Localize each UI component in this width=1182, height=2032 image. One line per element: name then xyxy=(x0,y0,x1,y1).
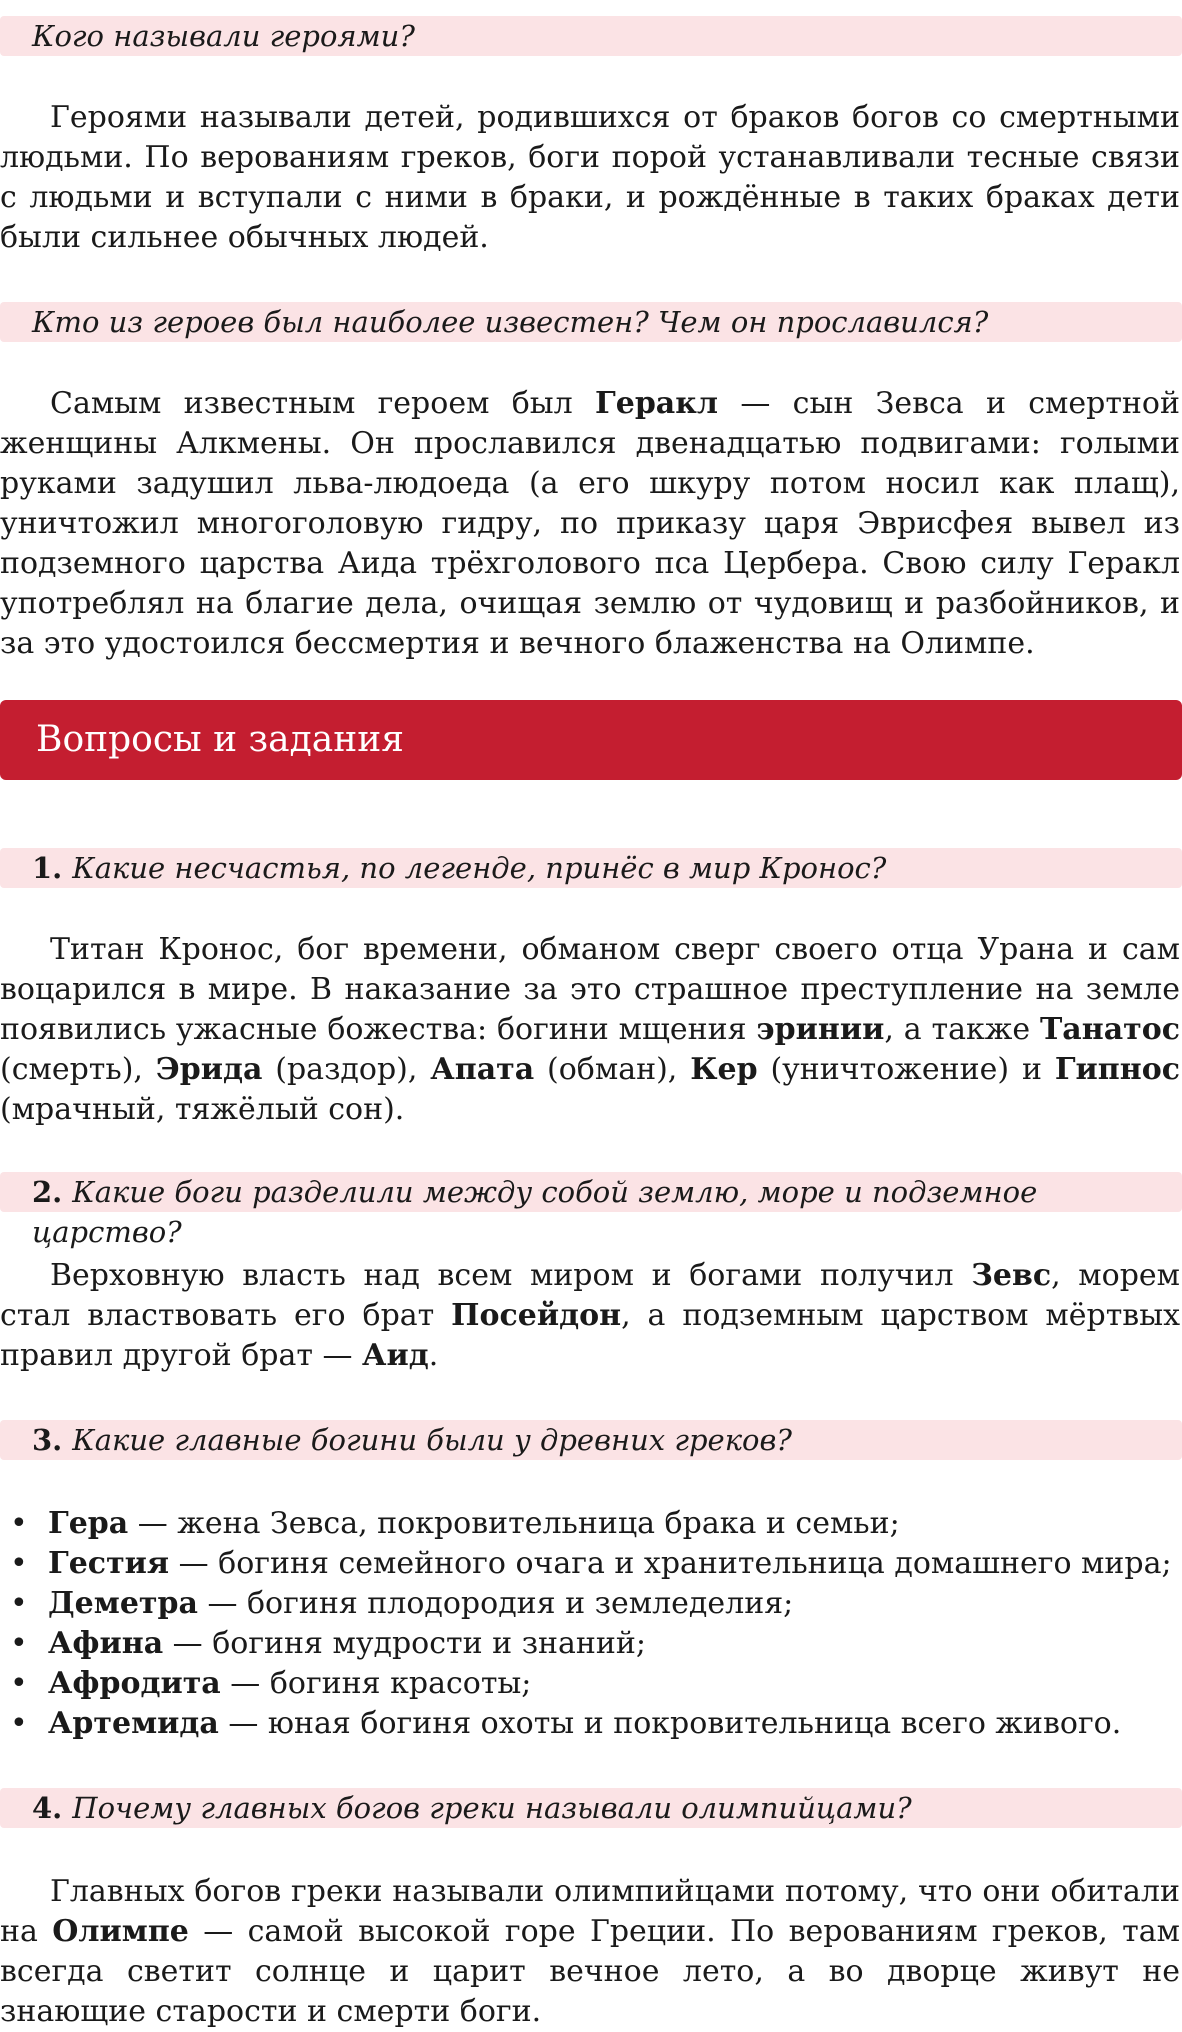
term: Деметра xyxy=(48,1586,198,1621)
bullet: • xyxy=(10,1626,28,1661)
term: Гестия xyxy=(48,1546,170,1581)
item-text: — богиня красоты; xyxy=(220,1666,532,1701)
term: эринии xyxy=(756,1012,885,1047)
term: Олимпе xyxy=(52,1914,189,1949)
question-text: Какие главные богини были у древних греков? xyxy=(72,1423,792,1457)
term: Танатос xyxy=(1039,1012,1180,1047)
answer-text: Героями называли детей, родившихся от браков богов со смертными людьми. По верованиям греков, боги порой устанавливали тесные связи с людьми и вступали с ними в браки, и рождённые в таких браках дети были сильнее обычных людей. xyxy=(0,100,1180,255)
answer-text: (мрачный, тяжёлый сон). xyxy=(0,1092,405,1127)
item-text: — богиня семейного очага и хранительница домашнего мира; xyxy=(169,1546,1172,1581)
answer-text: (смерть), xyxy=(0,1052,156,1087)
answer-text: Самым известным героем был xyxy=(50,386,596,421)
term-heracles: Геракл xyxy=(595,386,719,421)
bullet: • xyxy=(10,1506,28,1541)
question-famous-hero xyxy=(0,302,1182,342)
question-heroes xyxy=(0,16,1182,56)
question-2 xyxy=(0,1172,1182,1249)
term: Зевс xyxy=(971,1258,1052,1293)
term: Кер xyxy=(690,1052,758,1087)
term: Афродита xyxy=(48,1666,221,1701)
question-number: 1. xyxy=(32,851,63,885)
question-number: 3. xyxy=(32,1423,63,1457)
answer-text: — самой высокой горе Греции. По верованиям греков, там всегда светит солнце и царит вечное лето, а во дворце живут не знающие старости и смерти боги. xyxy=(0,1914,1180,2029)
answer-text: — сын Зевса и смертной женщины Алкмены. Он прославился двенадцатью подвигами: голыми руками задушил льва-людоеда (а его шкуру потом носил как плащ), уничтожил многоголовую гидру, по приказу царя Эврисфея вывел из подземного царства Аида трёхголового пса Цербера. Свою силу Геракл употреблял на благие дела, очищая землю от чудовищ и разбойников, и за это удостоился бессмертия и вечного блаженства на Олимпе. xyxy=(0,386,1180,661)
term: Посейдон xyxy=(451,1298,622,1333)
answer-text: . xyxy=(428,1338,439,1373)
question-3 xyxy=(0,1420,1182,1460)
answer-text: , а подземным царством мёртвых правил другой брат — xyxy=(0,1298,1180,1373)
section-header xyxy=(0,700,1182,780)
list-item xyxy=(0,1704,1182,1744)
bullet: • xyxy=(10,1586,28,1621)
question-text: Какие боги разделили между собой землю, море и подземное царство? xyxy=(32,1175,1038,1249)
list-item xyxy=(0,1624,1182,1664)
item-text: — богиня мудрости и знаний; xyxy=(163,1626,647,1661)
item-text: — богиня плодородия и земледелия; xyxy=(197,1586,794,1621)
list-item xyxy=(0,1664,1182,1704)
answer-heroes xyxy=(0,98,1182,258)
answer-1 xyxy=(0,930,1182,1130)
term: Эрида xyxy=(155,1052,263,1087)
answer-text: (раздор), xyxy=(262,1052,431,1087)
term: Гера xyxy=(48,1506,129,1541)
answer-2 xyxy=(0,1256,1182,1376)
question-text: Кто из героев был наиболее известен? Чем он прославился? xyxy=(32,305,989,339)
answer-famous-hero xyxy=(0,384,1182,664)
bullet: • xyxy=(10,1706,28,1741)
section-title: Вопросы и задания xyxy=(36,719,404,760)
question-1 xyxy=(0,848,1182,888)
term: Артемида xyxy=(48,1706,219,1741)
answer-text: Верховную власть над всем миром и богами получил xyxy=(50,1258,972,1293)
list-item xyxy=(0,1544,1182,1584)
answer-text: Титан Кронос, бог времени, обманом сверг своего отца Урана и сам воцарился в мире. В наказание за это страшное преступление на земле появились ужасные божества: богини мщения xyxy=(0,932,1180,1047)
answer-text: Главных богов греки называли олимпийцами потому, что они обитали на xyxy=(0,1874,1180,1949)
question-number: 4. xyxy=(32,1791,63,1825)
bullet: • xyxy=(10,1666,28,1701)
question-4 xyxy=(0,1788,1182,1828)
question-number: 2. xyxy=(32,1175,63,1209)
goddess-list xyxy=(0,1504,1182,1744)
question-text: Какие несчастья, по легенде, принёс в мир Кронос? xyxy=(72,851,887,885)
question-text: Почему главных богов греки называли олимпийцами? xyxy=(72,1791,912,1825)
list-item xyxy=(0,1584,1182,1624)
term: Гипнос xyxy=(1054,1052,1180,1087)
term: Аид xyxy=(362,1338,429,1373)
answer-text: (уничтожение) и xyxy=(757,1052,1055,1087)
term: Апата xyxy=(430,1052,535,1087)
answer-text: (обман), xyxy=(534,1052,691,1087)
bullet: • xyxy=(10,1546,28,1581)
item-text: — юная богиня охоты и покровительница всего живого. xyxy=(218,1706,1122,1741)
item-text: — жена Зевса, покровительница брака и семьи; xyxy=(128,1506,900,1541)
answer-4 xyxy=(0,1872,1182,2032)
list-item xyxy=(0,1504,1182,1544)
answer-text: , морем стал властвовать его брат xyxy=(0,1258,1180,1333)
term: Афина xyxy=(48,1626,164,1661)
answer-text: , а также xyxy=(884,1012,1040,1047)
question-text: Кого называли героями? xyxy=(32,19,415,53)
